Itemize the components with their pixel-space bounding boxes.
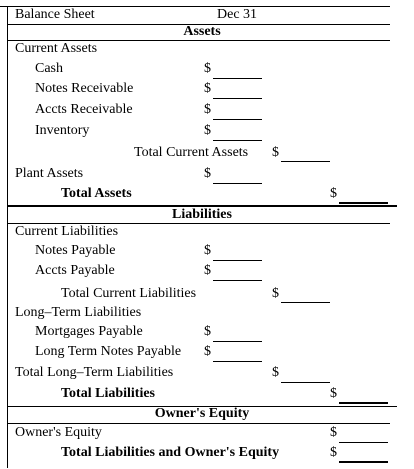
total-liabilities-blank[interactable]	[339, 402, 388, 404]
sheet-title: Balance Sheet	[15, 7, 95, 22]
accts-payable-label: Accts Payable	[35, 263, 115, 278]
accts-payable-dollar: $	[204, 263, 211, 278]
total-long-term-liabilities-blank[interactable]	[281, 382, 330, 383]
current-assets-label: Current Assets	[15, 41, 98, 56]
inventory-amount-blank[interactable]	[213, 140, 262, 141]
accts-receivable-amount-blank[interactable]	[213, 119, 262, 120]
total-current-liabilities-label: Total Current Liabilities	[61, 286, 197, 301]
cash-label: Cash	[35, 61, 63, 76]
owners-equity-amount-blank[interactable]	[339, 442, 388, 443]
total-liabilities-and-equity-dollar: $	[330, 445, 337, 460]
accts-payable-amount-blank[interactable]	[213, 280, 262, 281]
left-border	[7, 6, 8, 468]
cash-amount-blank[interactable]	[213, 78, 262, 79]
accts-receivable-label: Accts Receivable	[35, 102, 133, 117]
owners-equity-heading: Owner's Equity	[154, 406, 250, 421]
total-assets-label: Total Assets	[61, 186, 132, 201]
notes-payable-amount-blank[interactable]	[213, 260, 262, 261]
total-current-assets-label: Total Current Assets	[134, 145, 249, 160]
total-long-term-liabilities-dollar: $	[272, 365, 279, 380]
cash-dollar: $	[204, 61, 211, 76]
total-assets-dollar: $	[330, 186, 337, 201]
total-assets-blank[interactable]	[339, 202, 388, 204]
long-term-notes-payable-amount-blank[interactable]	[213, 361, 262, 362]
total-current-liabilities-dollar: $	[272, 286, 279, 301]
sheet-date: Dec 31	[217, 7, 258, 22]
total-current-assets-dollar: $	[272, 145, 279, 160]
plant-assets-dollar: $	[204, 166, 211, 181]
total-long-term-liabilities-label: Total Long–Term Liabilities	[15, 365, 174, 380]
inventory-dollar: $	[204, 123, 211, 138]
total-current-assets-blank[interactable]	[281, 161, 330, 162]
notes-receivable-amount-blank[interactable]	[213, 98, 262, 99]
total-current-liabilities-blank[interactable]	[281, 302, 330, 303]
total-liabilities-and-equity-label: Total Liabilities and Owner's Equity	[61, 445, 280, 460]
mortgages-payable-dollar: $	[204, 324, 211, 339]
notes-receivable-label: Notes Receivable	[35, 81, 134, 96]
accts-receivable-dollar: $	[204, 102, 211, 117]
notes-payable-dollar: $	[204, 243, 211, 258]
inventory-label: Inventory	[35, 123, 90, 138]
mortgages-payable-amount-blank[interactable]	[213, 341, 262, 342]
total-liabilities-dollar: $	[330, 386, 337, 401]
plant-assets-label: Plant Assets	[15, 166, 84, 181]
owners-equity-label: Owner's Equity	[15, 425, 102, 440]
long-term-notes-payable-label: Long Term Notes Payable	[35, 344, 182, 359]
equity-rule	[7, 423, 390, 424]
total-liabilities-label: Total Liabilities	[61, 386, 156, 401]
notes-receivable-dollar: $	[204, 81, 211, 96]
owners-equity-dollar: $	[330, 425, 337, 440]
long-term-liabilities-label: Long–Term Liabilities	[15, 305, 142, 320]
assets-heading: Assets	[183, 24, 221, 39]
notes-payable-label: Notes Payable	[35, 243, 116, 258]
plant-assets-amount-blank[interactable]	[213, 183, 262, 184]
long-term-notes-payable-dollar: $	[204, 344, 211, 359]
total-liabilities-and-equity-blank[interactable]	[339, 461, 388, 463]
current-liabilities-label: Current Liabilities	[15, 224, 119, 239]
liabilities-heading: Liabilities	[172, 207, 232, 222]
mortgages-payable-label: Mortgages Payable	[35, 324, 143, 339]
